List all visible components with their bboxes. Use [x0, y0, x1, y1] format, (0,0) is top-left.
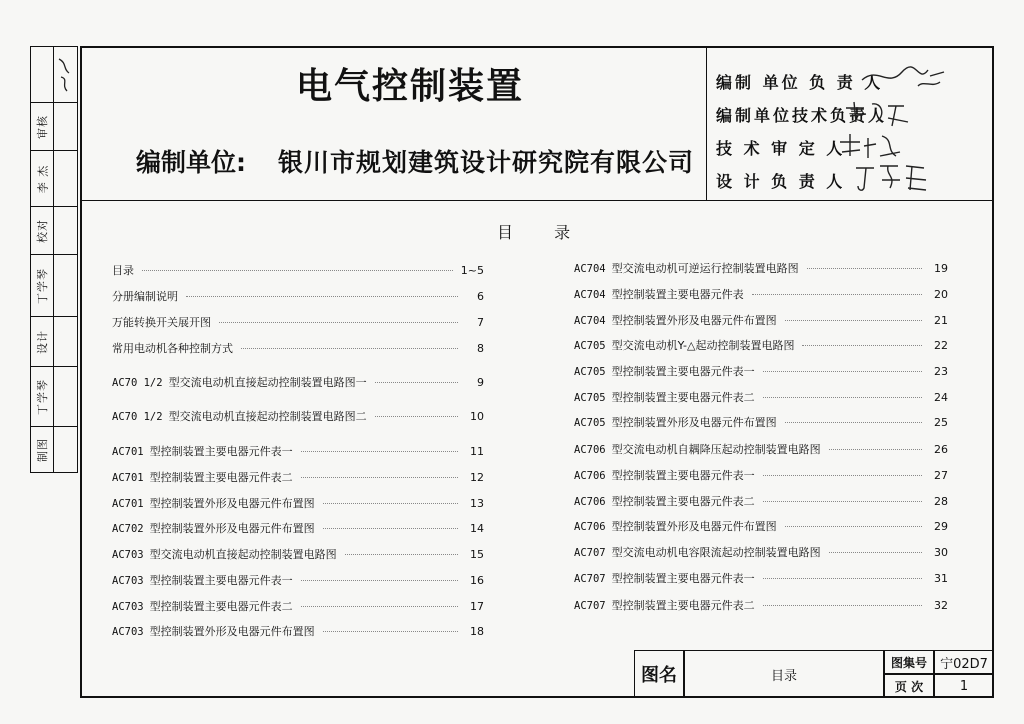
toc-leader-dots [763, 578, 922, 579]
toc-leader-dots [301, 477, 458, 478]
toc-entry [112, 374, 484, 390]
toc-leader-dots [763, 397, 922, 398]
toc-entry-page: 31 [934, 572, 948, 585]
toc-entry-title: 型控制装置主要电器元件表一 [611, 365, 755, 378]
toc-leader-dots [219, 322, 458, 323]
toc-entry-title: 型交流电动机Y-△起动控制装置电路图 [611, 339, 795, 352]
toc-entry [112, 262, 484, 278]
toc-leader-dots [323, 503, 458, 504]
side-cell-drawing-sign [31, 367, 77, 427]
titleblock-name-label: 图名 [634, 650, 684, 698]
toc-entry-code: AC705 [574, 392, 606, 404]
titleblock-name-value: 目录 [684, 650, 884, 698]
toc-entry-page: 26 [934, 443, 948, 456]
toc-entry-page: 8 [477, 342, 484, 355]
toc-entry-code: AC706 [574, 470, 606, 482]
toc-entry-title: 型控制装置主要电器元件表二 [611, 599, 755, 612]
header-divider [80, 200, 994, 201]
responsible-tech-head: 编制单位技术负责人 [716, 106, 888, 125]
toc-entry-page: 16 [470, 574, 484, 587]
toc-entry [112, 288, 484, 304]
toc-entry-title: 型交流电动机直接起动控制装置电路图一 [168, 376, 367, 389]
side-label-check: 校对 [36, 218, 49, 243]
toc-entry [112, 572, 484, 588]
toc-entry-page: 30 [934, 546, 948, 559]
toc-entry-code: AC70 1/2 [112, 411, 163, 423]
toc-leader-dots [323, 528, 458, 529]
toc-entry-page: 17 [470, 600, 484, 613]
toc-entry [574, 312, 948, 328]
side-label-drawing: 制图 [36, 437, 49, 462]
toc-entry-code: AC701 [112, 472, 144, 484]
signature-design-head [852, 160, 932, 194]
toc-entry-code: AC703 [112, 549, 144, 561]
toc-leader-dots [752, 294, 922, 295]
titleblock-atlas-value: 宁02D7 [934, 650, 994, 674]
toc-entry-code: AC706 [574, 496, 606, 508]
toc-entry-title: 常用电动机各种控制方式 [112, 342, 233, 355]
signature-tech-approver [836, 130, 906, 162]
toc-entry [574, 337, 948, 353]
responsible-unit-head: 编制 单位 负 责 人 [716, 73, 884, 92]
signature-unit-head [858, 58, 948, 94]
side-cell-review-sign [31, 47, 77, 103]
side-label-review: 审核 [36, 114, 49, 139]
side-cell-design-sign [31, 255, 77, 317]
toc-entry-page: 6 [477, 290, 484, 303]
toc-entry [574, 544, 948, 560]
toc-entry-title: 型控制装置主要电器元件表一 [149, 574, 293, 587]
toc-entry-page: 27 [934, 469, 948, 482]
toc-entry [574, 389, 948, 405]
toc-entry-page: 10 [470, 410, 484, 423]
compile-unit-label: 编制单位: [136, 148, 246, 177]
side-signature-column [30, 46, 78, 473]
page-title: 电气控制装置 [295, 66, 524, 107]
toc-entry-page: 11 [470, 445, 484, 458]
signature-tech-head [842, 98, 912, 130]
toc-entry [574, 260, 948, 276]
toc-leader-dots [345, 554, 458, 555]
toc-entry-code: AC704 [574, 263, 606, 275]
toc-entry-page: 9 [477, 376, 484, 389]
side-cell-check-sign [31, 151, 77, 207]
toc-entry-code: AC705 [574, 417, 606, 429]
toc-entry-title: 型交流电动机电容限流起动控制装置电路图 [611, 546, 821, 559]
toc-entry-title: 分册编制说明 [112, 290, 178, 303]
toc-entry-code: AC706 [574, 444, 606, 456]
side-label-drawing-sign: 丁学琴 [36, 378, 49, 415]
toc-leader-dots [763, 501, 922, 502]
toc-entry-code: AC70 1/2 [112, 377, 163, 389]
toc-leader-dots [241, 348, 458, 349]
responsible-tech-approver: 技 术 审 定 人 [716, 139, 846, 158]
toc-entry-title: 型控制装置外形及电器元件布置图 [611, 520, 777, 533]
header-vertical-divider [706, 46, 707, 200]
reviewer-signature [55, 47, 75, 102]
toc-leader-dots [375, 382, 458, 383]
toc-entry-page: 29 [934, 520, 948, 533]
toc-entry [112, 314, 484, 330]
toc-leader-dots [186, 296, 458, 297]
toc-leader-dots [785, 422, 922, 423]
toc-entry-title: 型控制装置主要电器元件表二 [149, 600, 293, 613]
toc-leader-dots [785, 320, 922, 321]
toc-entry-page: 13 [470, 497, 484, 510]
toc-entry-page: 23 [934, 365, 948, 378]
toc-entry [574, 286, 948, 302]
toc-entry-title: 型交流电动机直接起动控制装置电路图二 [168, 410, 367, 423]
toc-leader-dots [763, 475, 922, 476]
toc-entry-title: 型控制装置外形及电器元件布置图 [149, 522, 315, 535]
compile-unit-name: 银川市规划建筑设计研究院有限公司 [278, 148, 695, 177]
toc-entry-code: AC701 [112, 498, 144, 510]
titleblock-atlas-label: 图集号 [884, 650, 934, 674]
toc-entry-code: AC707 [574, 600, 606, 612]
toc-entry-title: 目录 [112, 264, 134, 277]
toc-entry-page: 20 [934, 288, 948, 301]
toc-entry [112, 408, 484, 424]
toc-entry-title: 型控制装置主要电器元件表一 [611, 469, 755, 482]
toc-entry [574, 467, 948, 483]
toc-entry-title: 型控制装置外形及电器元件布置图 [611, 416, 777, 429]
toc-entry [112, 340, 484, 356]
toc-entry-page: 19 [934, 262, 948, 275]
toc-entry-page: 24 [934, 391, 948, 404]
toc-entry-code: AC705 [574, 366, 606, 378]
toc-entry [112, 520, 484, 536]
toc-entry-code: AC703 [112, 626, 144, 638]
toc-entry [574, 597, 948, 613]
toc-entry [112, 598, 484, 614]
toc-entry [112, 469, 484, 485]
toc-entry [112, 495, 484, 511]
toc-entry-page: 22 [934, 339, 948, 352]
side-cell-check [31, 207, 77, 255]
toc-entry-code: AC704 [574, 289, 606, 301]
toc-leader-dots [829, 449, 922, 450]
side-cell-drawing [31, 427, 77, 472]
toc-leader-dots [142, 270, 453, 271]
toc-entry-page: 15 [470, 548, 484, 561]
toc-entry [574, 570, 948, 586]
toc-heading: 目 录 [497, 223, 589, 242]
toc-entry-title: 型控制装置主要电器元件表一 [149, 445, 293, 458]
toc-entry-page: 18 [470, 625, 484, 638]
side-label-design: 设计 [36, 329, 49, 354]
toc-entry-code: AC702 [112, 523, 144, 535]
toc-leader-dots [375, 416, 458, 417]
toc-leader-dots [802, 345, 922, 346]
toc-entry [112, 623, 484, 639]
toc-entry-page: 32 [934, 599, 948, 612]
responsible-design-head: 设 计 负 责 人 [716, 172, 846, 191]
toc-entry-code: AC703 [112, 575, 144, 587]
titleblock-page-label: 页 次 [884, 674, 934, 698]
toc-leader-dots [829, 552, 922, 553]
toc-entry-page: 25 [934, 416, 948, 429]
toc-leader-dots [807, 268, 922, 269]
toc-entry [574, 518, 948, 534]
side-cell-review [31, 103, 77, 151]
toc-entry-title: 型控制装置外形及电器元件布置图 [149, 625, 315, 638]
toc-entry [574, 493, 948, 509]
toc-entry-title: 型控制装置主要电器元件表一 [611, 572, 755, 585]
toc-entry [112, 546, 484, 562]
toc-entry-title: 万能转换开关展开图 [112, 316, 211, 329]
toc-entry-code: AC704 [574, 315, 606, 327]
toc-entry-title: 型控制装置主要电器元件表 [611, 288, 744, 301]
toc-entry-title: 型控制装置外形及电器元件布置图 [611, 314, 777, 327]
toc-entry-page: 12 [470, 471, 484, 484]
toc-entry-code: AC706 [574, 521, 606, 533]
toc-entry-page: 28 [934, 495, 948, 508]
toc-entry-page: 1~5 [460, 264, 484, 277]
toc-entry-page: 7 [477, 316, 484, 329]
toc-entry-title: 型控制装置主要电器元件表二 [611, 391, 755, 404]
toc-entry-code: AC705 [574, 340, 606, 352]
toc-entry-title: 型交流电动机直接起动控制装置电路图 [149, 548, 337, 561]
toc-entry [574, 441, 948, 457]
toc-entry [112, 443, 484, 459]
toc-entry-code: AC707 [574, 573, 606, 585]
toc-entry-code: AC701 [112, 446, 144, 458]
toc-leader-dots [323, 631, 458, 632]
toc-leader-dots [763, 605, 922, 606]
toc-leader-dots [785, 526, 922, 527]
toc-leader-dots [301, 451, 458, 452]
toc-entry-code: AC703 [112, 601, 144, 613]
titleblock-page-value: 1 [934, 674, 994, 698]
side-cell-design [31, 317, 77, 367]
toc-entry-code: AC707 [574, 547, 606, 559]
toc-leader-dots [301, 580, 458, 581]
toc-entry-title: 型交流电动机自耦降压起动控制装置电路图 [611, 443, 821, 456]
toc-entry [574, 363, 948, 379]
toc-entry-title: 型控制装置主要电器元件表二 [149, 471, 293, 484]
toc-entry-title: 型控制装置主要电器元件表二 [611, 495, 755, 508]
toc-entry-title: 型交流电动机可逆运行控制装置电路图 [611, 262, 799, 275]
toc-entry-page: 21 [934, 314, 948, 327]
side-label-design-sign: 丁学琴 [36, 267, 49, 304]
toc-entry-title: 型控制装置外形及电器元件布置图 [149, 497, 315, 510]
toc-entry-page: 14 [470, 522, 484, 535]
side-label-check-sign: 李 杰 [36, 164, 49, 193]
toc-leader-dots [763, 371, 922, 372]
toc-entry [574, 414, 948, 430]
toc-leader-dots [301, 606, 458, 607]
